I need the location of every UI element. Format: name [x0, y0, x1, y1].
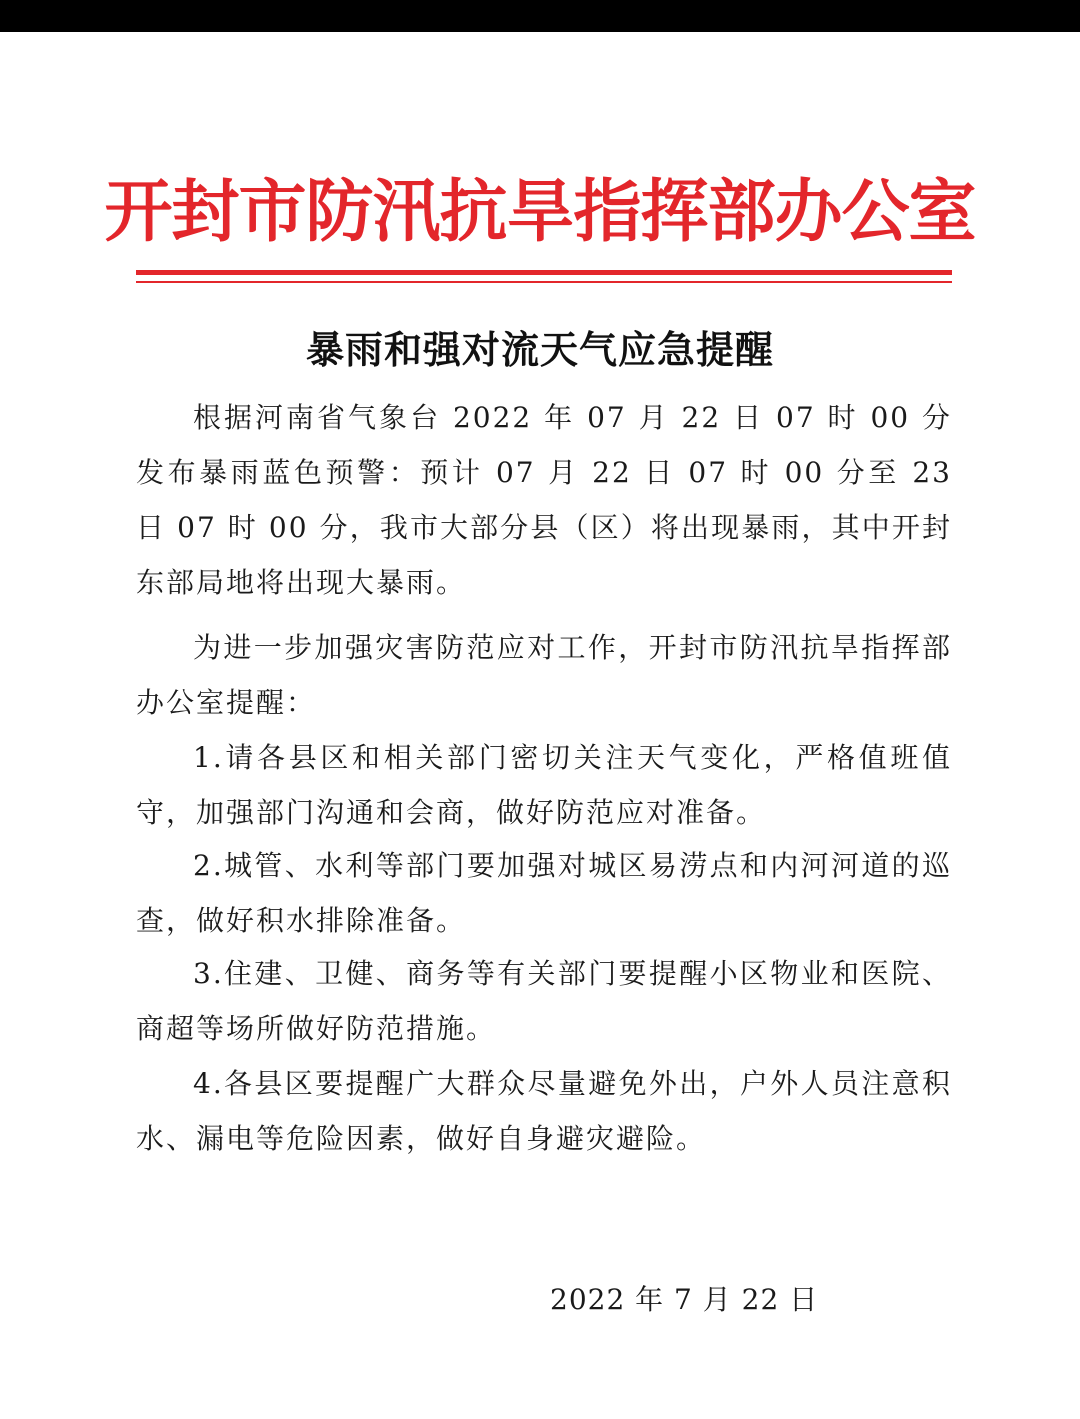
header-divider-thick [136, 270, 952, 275]
issuing-organization-header: 开封市防汛抗旱指挥部办公室 [104, 173, 976, 252]
paragraph-intro: 为进一步加强灾害防范应对工作，开封市防汛抗旱指挥部办公室提醒： [136, 631, 952, 719]
header-divider-thin [136, 281, 952, 283]
paragraph-item-2: 2.城管、水利等部门要加强对城区易涝点和内河河道的巡查，做好积水排除准备。 [136, 849, 952, 937]
document-date: 2022 年 7 月 22 日 [550, 1283, 819, 1316]
paragraph-item-4: 4.各县区要提醒广大群众尽量避免外出，户外人员注意积水、漏电等危险因素，做好自身避灾避险。 [136, 1067, 952, 1155]
status-bar [0, 0, 1080, 32]
paragraph-item-3: 3.住建、卫健、商务等有关部门要提醒小区物业和医院、商超等场所做好防范措施。 [136, 957, 952, 1045]
document-title: 暴雨和强对流天气应急提醒 [305, 327, 774, 372]
paragraph-warning: 根据河南省气象台 2022 年 07 月 22 日 07 时 00 分发布暴雨蓝色预警：预计 07 月 22 日 07 时 00 分至 23 日 07 时 00 分，我市大部分县（区）将出现暴雨，其中开封东部局地将出现大暴雨。 [136, 401, 952, 599]
paragraph-item-1: 1.请各县区和相关部门密切关注天气变化，严格值班值守，加强部门沟通和会商，做好防范应对准备。 [136, 741, 952, 829]
